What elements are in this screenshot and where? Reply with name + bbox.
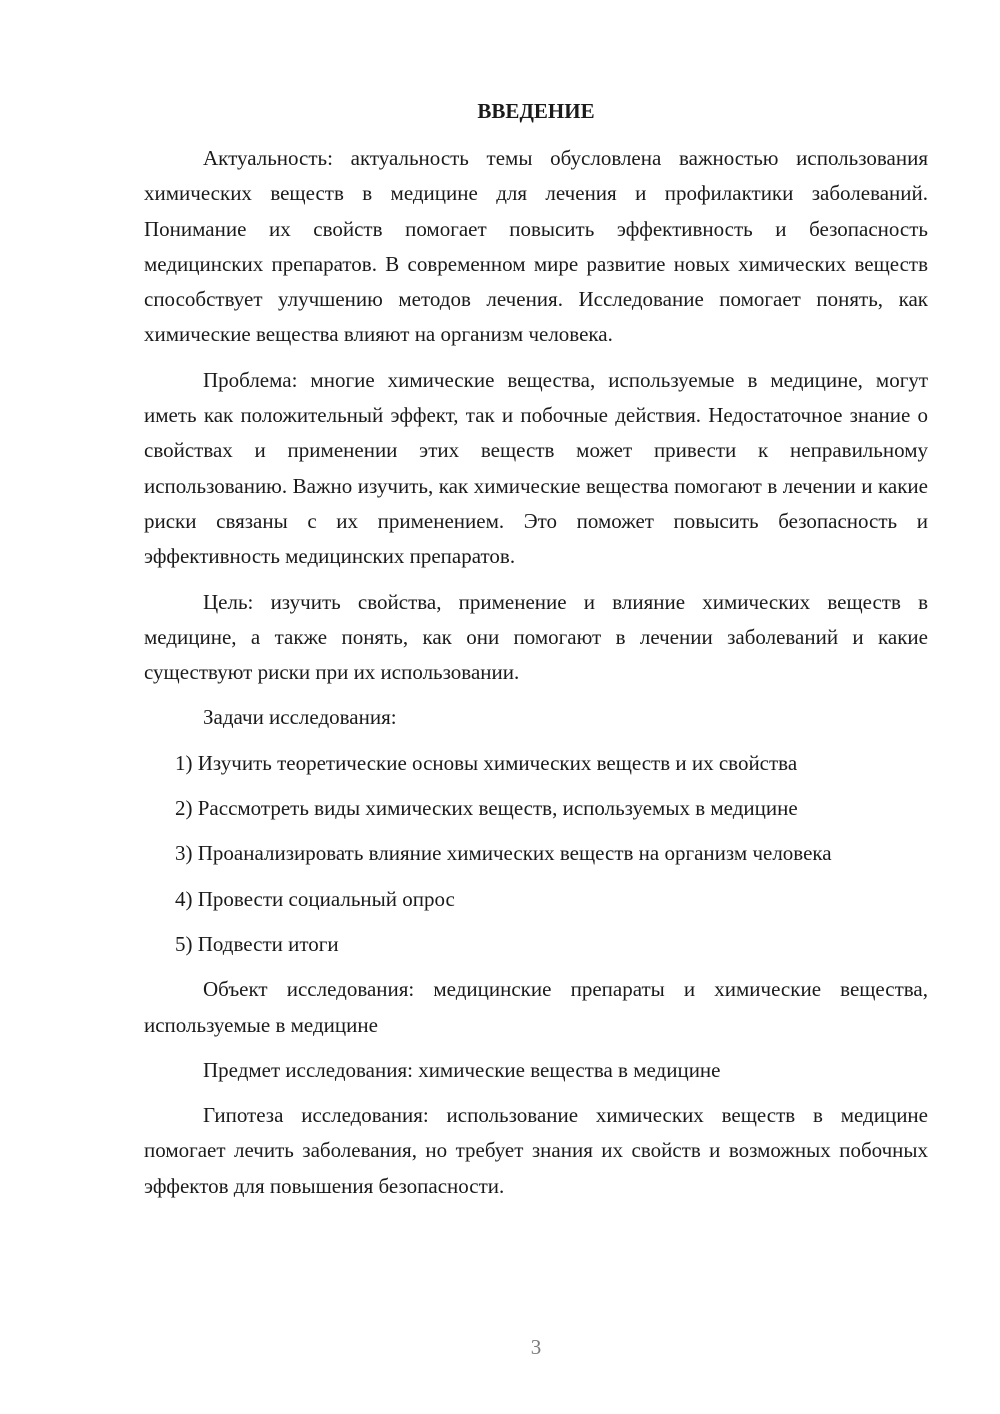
problem-paragraph: Проблема: многие химические вещества, используемые в медицине, могут иметь как положительный эффект, так и побочные действия. Недостаточное знание о свойствах и применении этих веществ может привести к неправильному использованию. Важно изучить, как химические вещества помогают в лечении и какие риски связаны с их применением. Это поможет повысить безопасность и эффективность медицинских препаратов. — [144, 367, 928, 569]
subject-paragraph: Предмет исследования: химические вещества в медицине — [203, 1057, 721, 1082]
relevance-paragraph: Актуальность: актуальность темы обусловлена важностью использования химических веществ в медицине для лечения и профилактики заболеваний. Понимание их свойств помогает повысить эффективность и безопасность медицинских препаратов. В современном мире развитие новых химических веществ способствует улучшению методов лечения. Исследование помогает понять, как химические вещества влияют на организм человека. — [144, 146, 928, 347]
object-paragraph: Объект исследования: медицинские препараты и химические вещества, используемые в медицине — [144, 977, 928, 1037]
page-number: 3 — [530, 1335, 542, 1359]
tasks-heading: Задачи исследования: — [203, 705, 397, 730]
task-item-5: 5) Подвести итоги — [175, 931, 339, 956]
section-title: ВВЕДЕНИЕ — [477, 99, 595, 123]
task-item-1: 1) Изучить теоретические основы химических веществ и их свойства — [175, 750, 798, 775]
goal-paragraph: Цель: изучить свойства, применение и влияние химических веществ в медицине, а также понять, как они помогают в лечении заболеваний и какие существуют риски при их использовании. — [144, 589, 928, 685]
page-content — [144, 96, 928, 1204]
task-item-3: 3) Проанализировать влияние химических веществ на организм человека — [175, 841, 832, 866]
task-item-4: 4) Провести социальный опрос — [175, 886, 455, 911]
hypothesis-paragraph: Гипотеза исследования: использование химических веществ в медицине помогает лечить заболевания, но требует знания их свойств и возможных побочных эффектов для повышения безопасности. — [144, 1103, 928, 1198]
task-item-2: 2) Рассмотреть виды химических веществ, используемых в медицине — [175, 796, 798, 821]
